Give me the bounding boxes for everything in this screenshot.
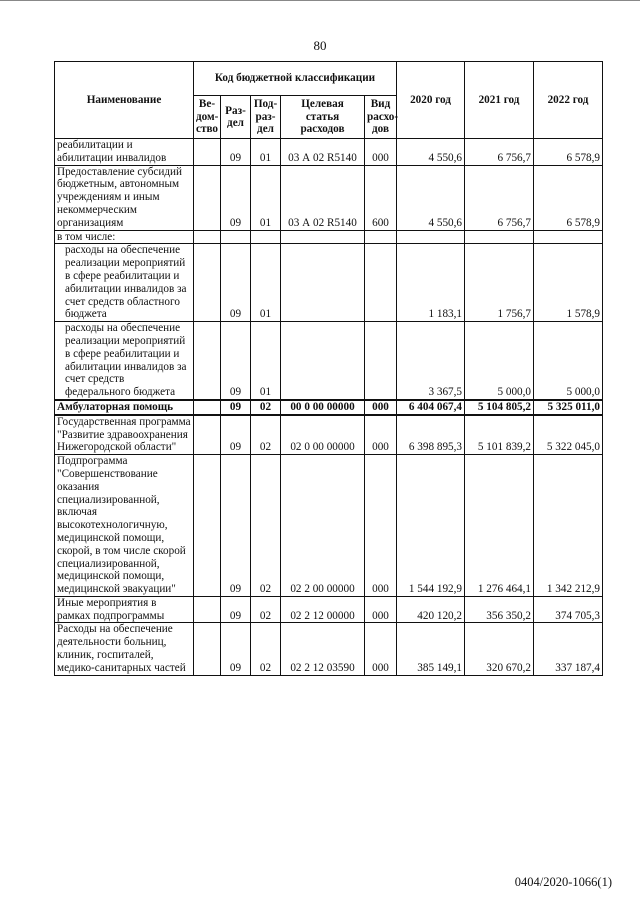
row-expense-type: 000 bbox=[365, 623, 397, 675]
row-name: расходы на обеспечение реализации мероприятий в сфере реабилитации и абилитации инвалидов за счет средств областного бюджета bbox=[55, 244, 194, 322]
row-podrazdel: 02 bbox=[251, 455, 281, 597]
row-podrazdel: 02 bbox=[251, 400, 281, 415]
row-target-item: 02 2 00 00000 bbox=[281, 455, 365, 597]
row-vedomstvo bbox=[194, 623, 221, 675]
header-year-2022: 2022 год bbox=[534, 62, 603, 139]
row-value-2020: 420 120,2 bbox=[397, 596, 465, 623]
table-row bbox=[55, 322, 603, 400]
row-name: Государственная программа "Развитие здравоохранения Нижегородской области" bbox=[55, 415, 194, 455]
row-target-item bbox=[281, 322, 365, 400]
row-vedomstvo bbox=[194, 230, 221, 244]
table-row bbox=[55, 455, 603, 597]
header-vedomstvo: Ве- дом- ство bbox=[194, 96, 221, 139]
row-vedomstvo bbox=[194, 400, 221, 415]
row-name: в том числе: bbox=[55, 230, 194, 244]
row-name: Расходы на обеспечение деятельности больниц, клиник, госпиталей, медико-санитарных частей bbox=[55, 623, 194, 675]
row-expense-type: 000 bbox=[365, 455, 397, 597]
row-podrazdel: 02 bbox=[251, 415, 281, 455]
row-name: Подпрограмма "Совершенствование оказания специализированной, включая высокотехнологичную, медицинской помощи, скорой, в том числе скорой специализированной, медицинской помощи, медицинской эвакуации" bbox=[55, 455, 194, 597]
row-value-2021: 1 276 464,1 bbox=[465, 455, 534, 597]
row-name: Амбулаторная помощь bbox=[55, 400, 194, 415]
row-name: Иные мероприятия в рамках подпрограммы bbox=[55, 596, 194, 623]
row-name: Предоставление субсидий бюджетным, автономным учреждениям и иным некоммерческим организациям bbox=[55, 165, 194, 230]
row-vedomstvo bbox=[194, 596, 221, 623]
top-rule bbox=[0, 0, 640, 1]
row-target-item: 02 0 00 00000 bbox=[281, 415, 365, 455]
row-value-2022: 6 578,9 bbox=[534, 139, 603, 166]
row-target-item: 03 А 02 R5140 bbox=[281, 139, 365, 166]
row-target-item: 02 2 12 03590 bbox=[281, 623, 365, 675]
row-value-2022: 5 325 011,0 bbox=[534, 400, 603, 415]
row-value-2022: 374 705,3 bbox=[534, 596, 603, 623]
row-vedomstvo bbox=[194, 455, 221, 597]
row-value-2022: 5 322 045,0 bbox=[534, 415, 603, 455]
row-value-2021: 320 670,2 bbox=[465, 623, 534, 675]
row-value-2020: 6 398 895,3 bbox=[397, 415, 465, 455]
row-podrazdel: 01 bbox=[251, 322, 281, 400]
row-expense-type bbox=[365, 322, 397, 400]
row-value-2021: 1 756,7 bbox=[465, 244, 534, 322]
row-value-2022: 1 578,9 bbox=[534, 244, 603, 322]
row-expense-type: 600 bbox=[365, 165, 397, 230]
row-expense-type: 000 bbox=[365, 415, 397, 455]
row-expense-type: 000 bbox=[365, 596, 397, 623]
row-vedomstvo bbox=[194, 322, 221, 400]
row-podrazdel: 01 bbox=[251, 244, 281, 322]
header-year-2021: 2021 год bbox=[465, 62, 534, 139]
row-value-2021: 356 350,2 bbox=[465, 596, 534, 623]
table-row bbox=[55, 623, 603, 675]
row-value-2021: 5 104 805,2 bbox=[465, 400, 534, 415]
row-value-2020: 6 404 067,4 bbox=[397, 400, 465, 415]
header-name: Наименование bbox=[55, 62, 194, 139]
table-row bbox=[55, 165, 603, 230]
row-podrazdel: 01 bbox=[251, 165, 281, 230]
header-budget-code-group: Код бюджетной классификации bbox=[194, 62, 397, 96]
row-value-2021: 6 756,7 bbox=[465, 139, 534, 166]
row-razdel: 09 bbox=[221, 244, 251, 322]
row-razdel: 09 bbox=[221, 415, 251, 455]
row-value-2021: 5 000,0 bbox=[465, 322, 534, 400]
header-razdel: Раз- дел bbox=[221, 96, 251, 139]
row-vedomstvo bbox=[194, 165, 221, 230]
row-vedomstvo bbox=[194, 244, 221, 322]
row-vedomstvo bbox=[194, 415, 221, 455]
row-value-2021: 6 756,7 bbox=[465, 165, 534, 230]
row-podrazdel: 01 bbox=[251, 139, 281, 166]
row-razdel: 09 bbox=[221, 165, 251, 230]
row-podrazdel bbox=[251, 230, 281, 244]
row-target-item bbox=[281, 244, 365, 322]
budget-table bbox=[54, 61, 603, 676]
row-razdel: 09 bbox=[221, 322, 251, 400]
table-row bbox=[55, 230, 603, 244]
table-row bbox=[55, 244, 603, 322]
row-podrazdel: 02 bbox=[251, 596, 281, 623]
row-expense-type bbox=[365, 244, 397, 322]
row-value-2020: 1 183,1 bbox=[397, 244, 465, 322]
row-podrazdel: 02 bbox=[251, 623, 281, 675]
row-value-2020: 385 149,1 bbox=[397, 623, 465, 675]
row-razdel: 09 bbox=[221, 596, 251, 623]
row-value-2020: 1 544 192,9 bbox=[397, 455, 465, 597]
header-year-2020: 2020 год bbox=[397, 62, 465, 139]
row-name: расходы на обеспечение реализации мероприятий в сфере реабилитации и абилитации инвалидов за счет средств федерального бюджета bbox=[55, 322, 194, 400]
row-value-2020: 4 550,6 bbox=[397, 139, 465, 166]
row-expense-type: 000 bbox=[365, 139, 397, 166]
row-target-item: 00 0 00 00000 bbox=[281, 400, 365, 415]
row-value-2022 bbox=[534, 230, 603, 244]
header-expense-type: Вид расхо- дов bbox=[365, 96, 397, 139]
row-expense-type: 000 bbox=[365, 400, 397, 415]
table-row-section-total bbox=[55, 400, 603, 415]
row-name: реабилитации и абилитации инвалидов bbox=[55, 139, 194, 166]
row-razdel bbox=[221, 230, 251, 244]
row-razdel: 09 bbox=[221, 623, 251, 675]
table-row bbox=[55, 139, 603, 166]
document-code: 0404/2020-1066(1) bbox=[514, 875, 612, 889]
row-target-item bbox=[281, 230, 365, 244]
row-razdel: 09 bbox=[221, 139, 251, 166]
row-value-2020 bbox=[397, 230, 465, 244]
table-row bbox=[55, 596, 603, 623]
page-number: 80 bbox=[313, 38, 327, 53]
row-value-2021 bbox=[465, 230, 534, 244]
row-value-2022: 6 578,9 bbox=[534, 165, 603, 230]
row-target-item: 02 2 12 00000 bbox=[281, 596, 365, 623]
row-razdel: 09 bbox=[221, 455, 251, 597]
header-podrazdel: Под- раз- дел bbox=[251, 96, 281, 139]
row-value-2022: 1 342 212,9 bbox=[534, 455, 603, 597]
row-value-2020: 4 550,6 bbox=[397, 165, 465, 230]
row-value-2020: 3 367,5 bbox=[397, 322, 465, 400]
row-value-2022: 5 000,0 bbox=[534, 322, 603, 400]
header-target-item: Целевая статья расходов bbox=[281, 96, 365, 139]
table-body bbox=[55, 139, 603, 676]
table-row bbox=[55, 415, 603, 455]
row-expense-type bbox=[365, 230, 397, 244]
row-value-2022: 337 187,4 bbox=[534, 623, 603, 675]
row-vedomstvo bbox=[194, 139, 221, 166]
row-value-2021: 5 101 839,2 bbox=[465, 415, 534, 455]
row-target-item: 03 А 02 R5140 bbox=[281, 165, 365, 230]
row-razdel: 09 bbox=[221, 400, 251, 415]
